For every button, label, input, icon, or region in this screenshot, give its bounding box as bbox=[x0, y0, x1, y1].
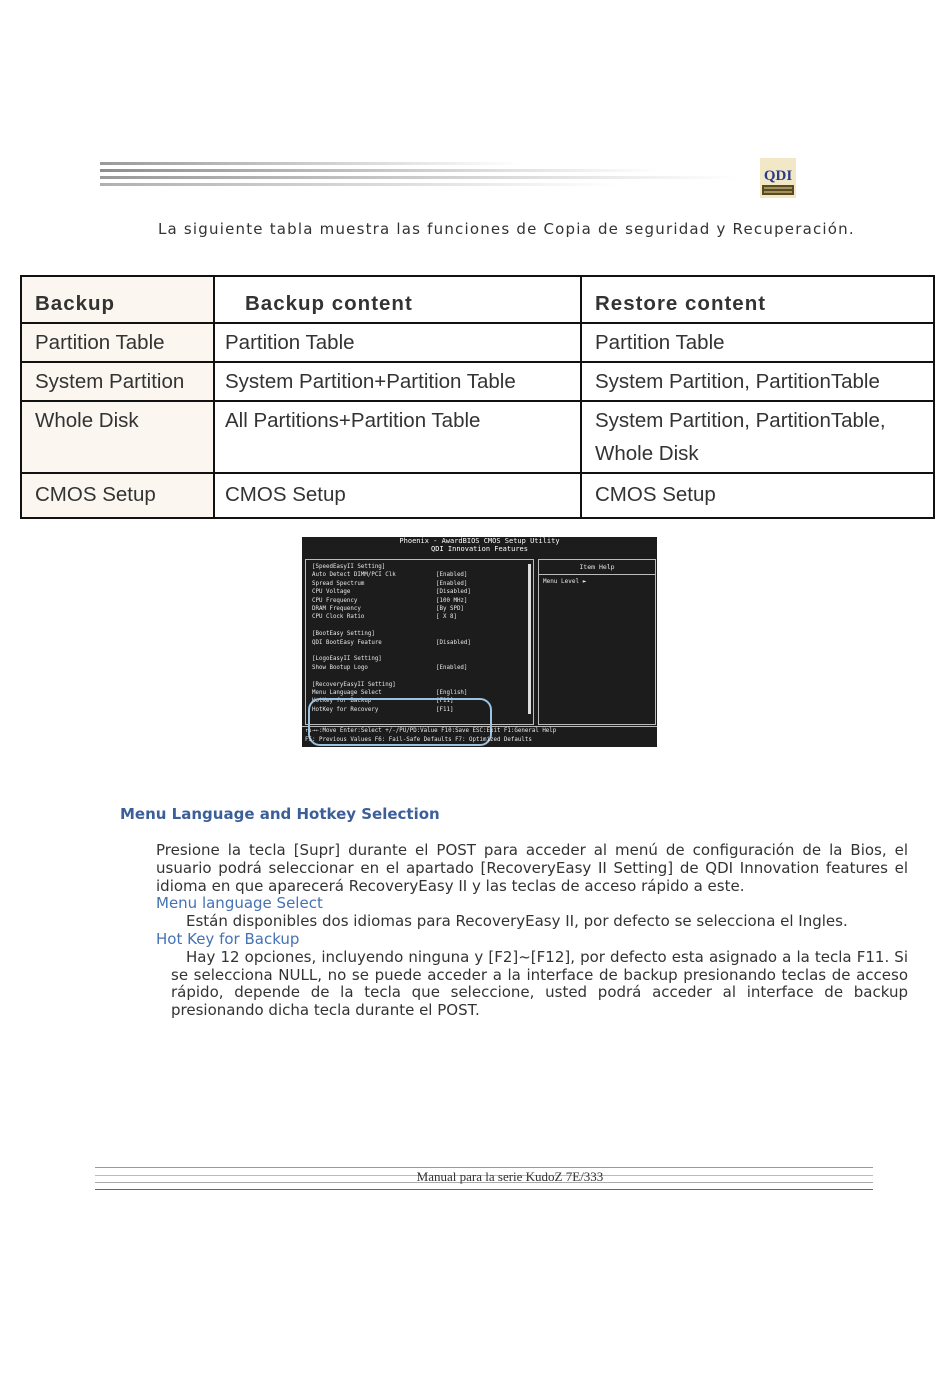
bios-row bbox=[312, 664, 468, 672]
paragraph: Hay 12 opciones, incluyendo ninguna y [F2]~[F12], por defecto esta asignado a la tecla F11. Si se selecciona NULL, no se puede acceder a la interface de backup presionando teclas de acceso rápido, depende de la tecla que seleccione, usted podrá acceder al interface de backup presionando dicha tecla durante el POST. bbox=[171, 947, 908, 1020]
bios-footer-line: F5: Previous Values F6: Fail-Safe Defaults F7: Optimized Defaults bbox=[305, 737, 532, 743]
bios-row-label: [LogoEasyII Setting] bbox=[312, 656, 382, 663]
bios-row-value: [By SPD] bbox=[436, 606, 464, 612]
bios-row-label: CPU Voltage bbox=[312, 589, 351, 596]
table-row bbox=[21, 473, 934, 518]
help-title: Item Help bbox=[539, 560, 655, 575]
backup-table bbox=[20, 275, 935, 519]
table-cell: CMOS Setup bbox=[21, 473, 214, 518]
bios-row-label: DRAM Frequency bbox=[312, 606, 361, 612]
bios-row bbox=[312, 656, 382, 663]
intro-text: La siguiente tabla muestra las funciones de Copia de seguridad y Recuperación. bbox=[158, 220, 855, 238]
bios-help-pane bbox=[538, 559, 656, 725]
bios-row bbox=[312, 614, 457, 621]
table-cell: Partition Table bbox=[21, 323, 214, 362]
table-cell: CMOS Setup bbox=[214, 473, 581, 518]
column-header: Restore content bbox=[581, 276, 934, 323]
bios-settings-pane bbox=[305, 559, 534, 725]
bios-row-value: [Enabled] bbox=[436, 664, 468, 671]
bios-row-value: [F11] bbox=[436, 698, 454, 705]
bios-subtitle-line: QDI Innovation Features bbox=[431, 545, 528, 553]
table-cell: CMOS Setup bbox=[581, 473, 934, 518]
bios-row bbox=[312, 631, 375, 638]
qdi-logo bbox=[760, 158, 796, 198]
bios-screenshot bbox=[302, 537, 657, 747]
bios-row bbox=[312, 580, 468, 588]
header-rule bbox=[100, 158, 760, 190]
bios-row-label: [RecoveryEasyII Setting] bbox=[312, 681, 396, 688]
table-cell: System Partition, PartitionTable bbox=[581, 362, 934, 401]
bios-title bbox=[302, 537, 657, 553]
subheading: Menu language Select bbox=[156, 894, 323, 913]
bios-row bbox=[312, 606, 464, 613]
bios-row bbox=[312, 597, 468, 605]
bios-row-label: [BootEasy Setting] bbox=[312, 631, 375, 638]
bios-row bbox=[312, 690, 468, 697]
table-cell: All Partitions+Partition Table bbox=[214, 401, 581, 473]
paragraph: Presione la tecla [Supr] durante el POST para acceder al menú de configuración de la Bios, el usuario podrá seleccionar en el apartado [RecoveryEasy II Setting] de QDI Innovation features el idioma en que aparecerá RecoveryEasy II y las teclas de acceso rápido a este. bbox=[156, 841, 908, 895]
table-cell: System Partition+Partition Table bbox=[214, 362, 581, 401]
table-row bbox=[21, 323, 934, 362]
table-header-row bbox=[21, 276, 934, 323]
bios-row-label: CPU Frequency bbox=[312, 597, 358, 604]
bios-row-label: CPU Clock Ratio bbox=[312, 614, 365, 621]
bios-row-value: [100 MHz] bbox=[436, 597, 468, 604]
column-header: Backup content bbox=[214, 276, 581, 323]
section-title: Menu Language and Hotkey Selection bbox=[120, 805, 440, 823]
bios-footer bbox=[302, 726, 657, 745]
table-cell: Partition Table bbox=[581, 323, 934, 362]
body-text bbox=[156, 842, 908, 1020]
bios-row bbox=[312, 572, 468, 579]
bios-row-label: QDI BootEasy Feature bbox=[312, 639, 382, 646]
bios-row-label: Menu Language Select bbox=[312, 690, 382, 696]
bios-row-label: HotKey for Recovery bbox=[312, 706, 379, 713]
bios-row bbox=[312, 564, 385, 571]
bios-row-label: [SpeedEasyII Setting] bbox=[312, 564, 386, 570]
bios-row-label: Auto Detect DIMM/PCI Clk bbox=[312, 572, 396, 579]
bios-row-label: Show Bootup Logo bbox=[312, 664, 368, 671]
bios-scrollbar bbox=[528, 564, 531, 714]
bios-row-value: [Disabled] bbox=[436, 639, 471, 646]
bios-row bbox=[312, 682, 396, 689]
bios-row-label: HotKey for Backup bbox=[312, 698, 372, 705]
bios-title-line: Phoenix - AwardBIOS CMOS Setup Utility bbox=[399, 537, 560, 545]
table-cell: System Partition bbox=[21, 362, 214, 401]
table-cell: Whole Disk bbox=[21, 401, 214, 473]
bios-row bbox=[312, 639, 471, 647]
subheading: Hot Key for Backup bbox=[156, 929, 300, 948]
column-header: Backup bbox=[21, 276, 214, 323]
svg-text:QDI: QDI bbox=[763, 168, 793, 184]
bios-row-value: [Enabled] bbox=[436, 580, 468, 587]
bios-row-value: [ X 8] bbox=[436, 614, 457, 621]
table-row bbox=[21, 401, 934, 473]
bios-row-value: [F11] bbox=[436, 706, 454, 713]
bios-row-value: [Disabled] bbox=[436, 589, 471, 596]
paragraph: Están disponibles dos idiomas para RecoveryEasy II, por defecto se selecciona el Ingles. bbox=[186, 912, 848, 931]
bios-footer-line: ↑↓→←:Move Enter:Select +/-/PU/PD:Value F10:Save ESC:Exit F1:General Help bbox=[305, 728, 557, 734]
bios-row-value: [Enabled] bbox=[436, 572, 468, 579]
table-cell: System Partition, PartitionTable, Whole Disk bbox=[581, 401, 934, 473]
help-line: Menu Level ► bbox=[543, 578, 587, 585]
table-cell: Partition Table bbox=[214, 323, 581, 362]
bios-row-label: Spread Spectrum bbox=[312, 580, 365, 587]
footer-text: Manual para la serie KudoZ 7E/333 bbox=[416, 1169, 604, 1184]
bios-row-value: [English] bbox=[436, 690, 468, 696]
bios-row bbox=[312, 589, 471, 596]
table-row bbox=[21, 362, 934, 401]
